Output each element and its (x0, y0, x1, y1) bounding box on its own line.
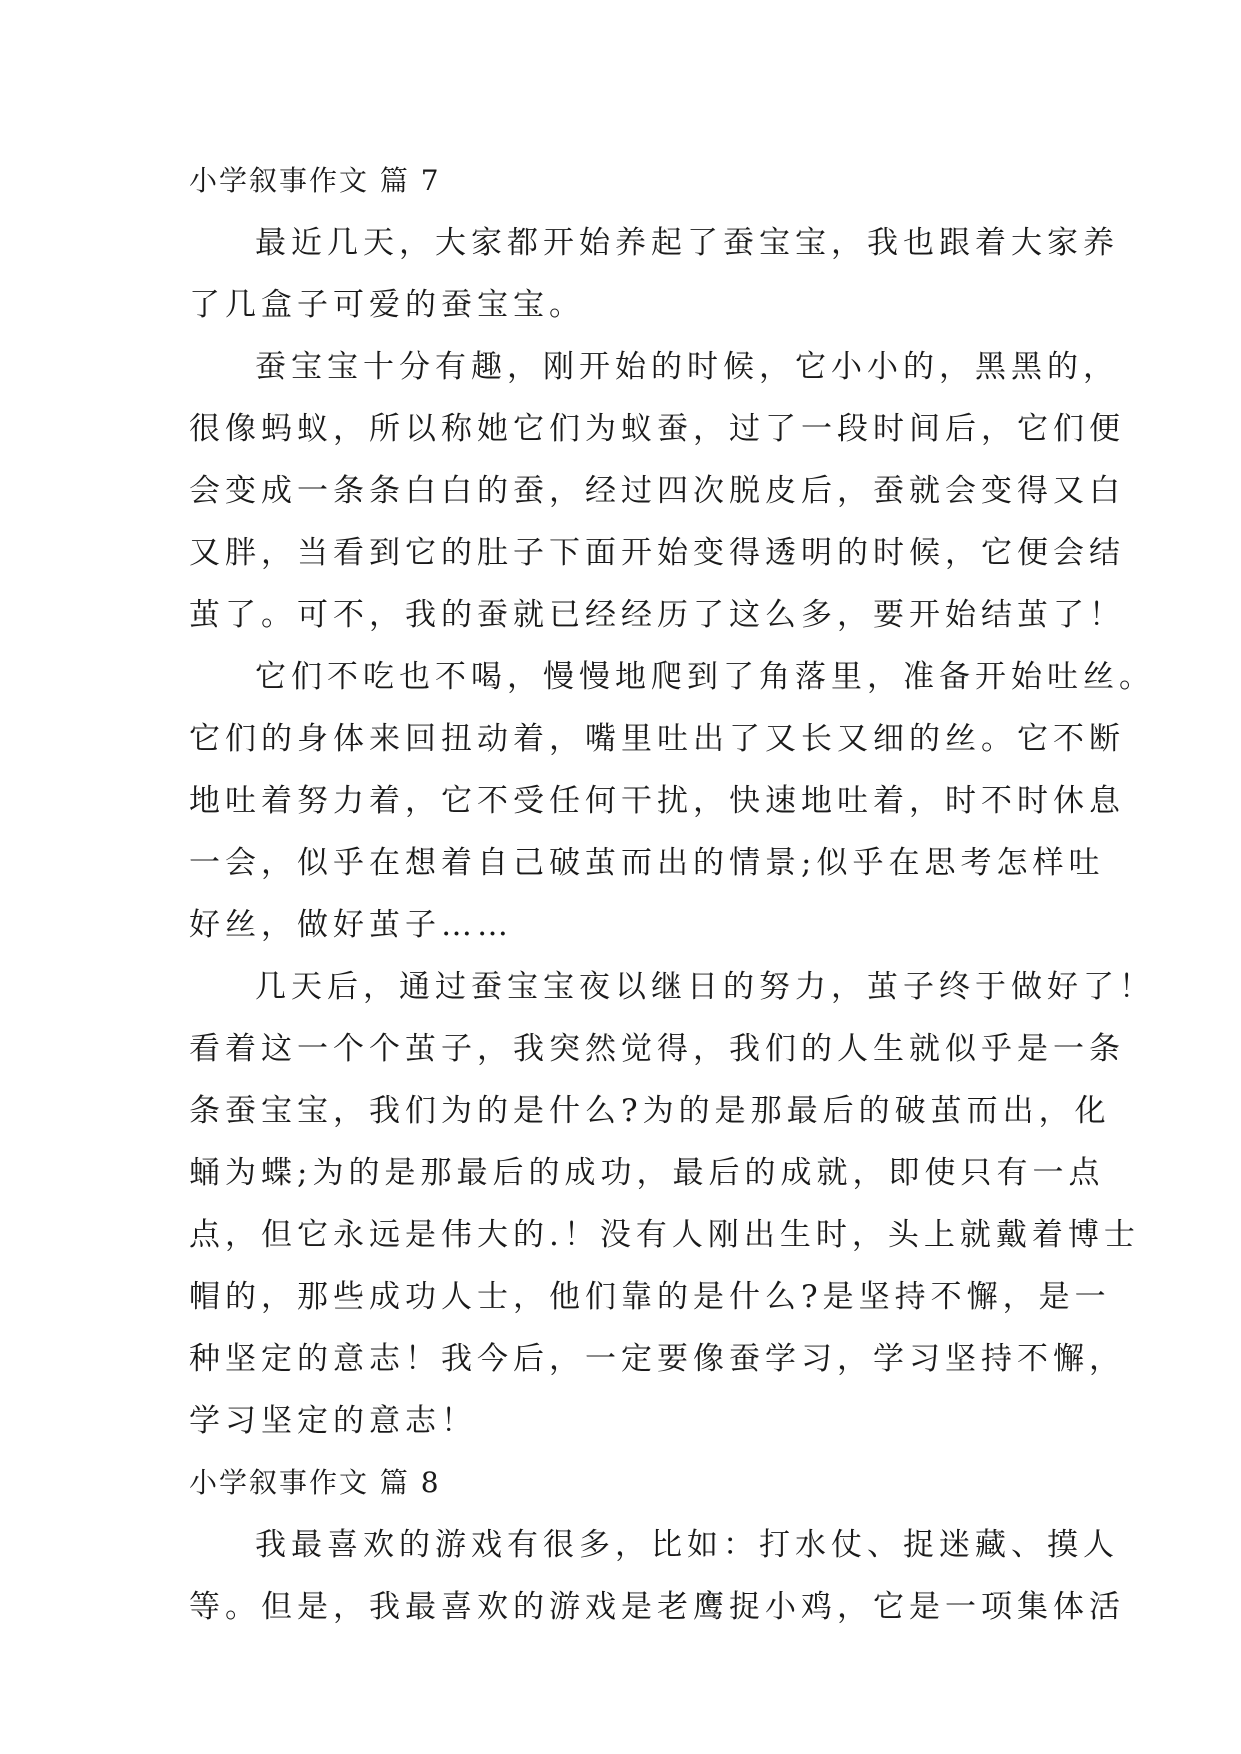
text-line: 了几盒子可爱的蚕宝宝。 (189, 287, 585, 323)
text-line: 蚕宝宝十分有趣，刚开始的时候，它小小的，黑黑的， (255, 349, 1119, 385)
section-8 (189, 1452, 1125, 1638)
text-line: 地吐着努力着，它不受任何干扰，快速地吐着，时不时休息 (189, 783, 1125, 819)
text-line: 我最喜欢的游戏有很多，比如：打水仗、捉迷藏、摸人 (255, 1527, 1119, 1563)
section-heading: 小学叙事作文 篇 7 (189, 164, 441, 197)
text-line: 茧了。可不，我的蚕就已经经历了这么多，要开始结茧了！ (189, 597, 1125, 633)
section-7 (189, 150, 1155, 1452)
text-line: 帽的，那些成功人士，他们靠的是什么?是坚持不懈，是一 (189, 1279, 1111, 1315)
text-line: 会变成一条条白白的蚕，经过四次脱皮后，蚕就会变得又白 (189, 473, 1125, 509)
text-line: 很像蚂蚁，所以称她它们为蚁蚕，过了一段时间后，它们便 (189, 411, 1125, 447)
text-line: 等。但是，我最喜欢的游戏是老鹰捉小鸡，它是一项集体活 (189, 1589, 1125, 1625)
text-line: 一会，似乎在想着自己破茧而出的情景;似乎在思考怎样吐 (189, 845, 1105, 881)
text-line: 几天后，通过蚕宝宝夜以继日的努力，茧子终于做好了！ (255, 969, 1155, 1005)
section-heading: 小学叙事作文 篇 8 (189, 1466, 441, 1499)
text-line: 蛹为蝶;为的是那最后的成功，最后的成就，即使只有一点 (189, 1155, 1105, 1191)
text-line: 它们的身体来回扭动着，嘴里吐出了又长又细的丝。它不断 (189, 721, 1125, 757)
text-line: 又胖，当看到它的肚子下面开始变得透明的时候，它便会结 (189, 535, 1125, 571)
text-line: 点，但它永远是伟大的.！没有人刚出生时，头上就戴着博士 (189, 1217, 1140, 1253)
text-line: 条蚕宝宝，我们为的是什么?为的是那最后的破茧而出，化 (189, 1093, 1111, 1129)
text-line: 学习坚定的意志！ (189, 1403, 477, 1439)
text-line: 它们不吃也不喝，慢慢地爬到了角落里，准备开始吐丝。 (255, 659, 1155, 695)
text-line: 最近几天，大家都开始养起了蚕宝宝，我也跟着大家养 (255, 225, 1119, 261)
document-page (189, 150, 1155, 1638)
text-line: 看着这一个个茧子，我突然觉得，我们的人生就似乎是一条 (189, 1031, 1125, 1067)
text-line: 种坚定的意志！我今后，一定要像蚕学习，学习坚持不懈， (189, 1341, 1125, 1377)
text-line: 好丝，做好茧子…… (189, 907, 513, 943)
